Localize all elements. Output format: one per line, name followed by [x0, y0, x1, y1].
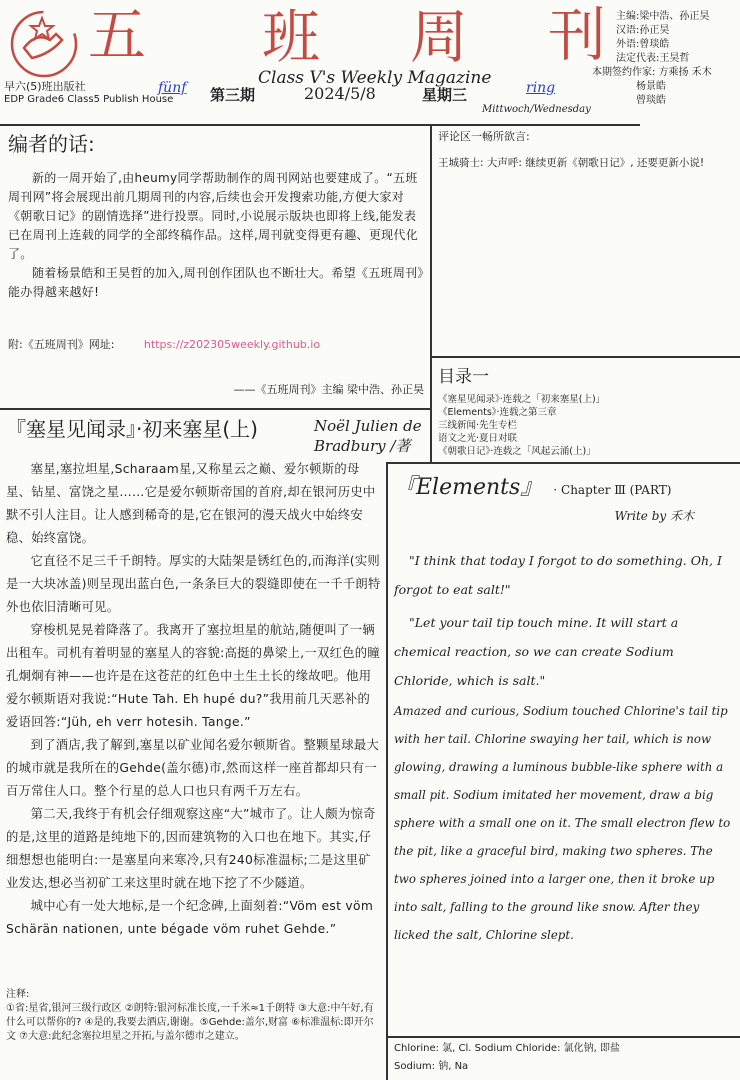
publisher-cn: 早六(5)班出版社: [4, 80, 86, 93]
notes-text: ①省:星省,银河三级行政区 ②朗特:银河标准长度,一千米≈1千朗特 ③大意:中午好,有什么可以帮你的? ④是的,我要去酒店,谢谢。⑤Gehde:盖尔,财富 ⑥标准温标:即开尔文 ⑦大意:此纪念塞拉坦星之开拓,与盖尔德市之建立。: [6, 1003, 374, 1042]
issue-weekday-alt: Mittwoch/Wednesday: [482, 104, 591, 115]
story-cn-paragraph: 塞星,塞拉坦星,Scharaam星,又称星云之巅、爱尔顿斯的母星、钻星、富饶之星……它是爱尔顿斯帝国的首府,却在银河历史中默不引人注目。让人感到稀奇的是,它在银河的漫天战火中始终安稳、始终富饶。: [6, 462, 376, 545]
magazine-subtitle: Class V's Weekly Magazine: [258, 68, 492, 88]
story-en-paragraph: "I think that today I forgot to do something. Oh, I forgot to eat salt!": [394, 553, 722, 597]
editor-section: [8, 128, 424, 398]
story-en-paragraph: Amazed and curious, Sodium touched Chlorine's tail tip with her tail. Chlorine swaying her tail, which is now glowing, drawing a luminous bubble-like sphere with a small pit. Sodium imitated her movement, draw a big sphere with a small one on it. The small electron flew to the pit, like a graceful bird, making two spheres. The two spheres joined into a larger one, then it broke up into salt, falling to the ground like snow. After they licked the salt, Chlorine slept.: [394, 704, 731, 942]
credit-line: 本期签约作家: 方乘扬 禾木: [592, 67, 712, 78]
issue-date: 2024/5/8: [304, 84, 376, 103]
credit-line: 外语:曾琰皓: [616, 39, 670, 50]
story-en-byline: Write by 禾木: [614, 509, 694, 523]
column-divider-top: [430, 124, 432, 462]
credit-line: 主编:梁中浩、孙正昊: [616, 11, 710, 22]
toc-item[interactable]: 《Elements》·连载之第三章: [438, 407, 557, 418]
toc-item[interactable]: 《塞星见闻录》·连载之「初来塞星(上)」: [438, 394, 606, 405]
notes-heading: 注释:: [6, 989, 30, 1000]
story-en-section: [394, 470, 734, 949]
story-cn-author: Noël Julien de Bradbury /著: [314, 417, 422, 455]
editor-paragraph: 随着杨景皓和王昊哲的加入,周刊创作团队也不断壮大。希望《五班周刊》能办得越来越好!: [8, 266, 424, 299]
class-emblem-icon: [6, 4, 86, 84]
credit-line: 曾琰皓: [636, 95, 666, 106]
english-box-top: [386, 462, 740, 464]
story-cn-paragraph: 它直径不足三千千朗特。厚实的大陆架是锈红色的,而海洋(实则是一大块冰盖)则呈现出蓝白色,一条条巨大的裂缝即使在一千千朗特外也依旧清晰可见。: [6, 554, 381, 614]
toc-heading: 目录一: [438, 367, 489, 387]
toc-item[interactable]: 《朝歌日记》·连载之「风起云涌(上)」: [438, 446, 596, 457]
title-char-2: 班: [262, 3, 321, 71]
story-en-paragraph: "Let your tail tip touch mine. It will start a chemical reaction, so we can create Sodium Chloride, which is salt.": [394, 615, 679, 688]
story-cn-paragraph: 城中心有一处大地标,是一个纪念碑,上面刻着:“Vöm est vöm Schärän nationen, unte bégade vöm ruhet Gehde.”: [6, 899, 374, 936]
story-cn-title: 『塞星见闻录』·初来塞星(上): [6, 417, 258, 441]
website-link-row: [8, 336, 424, 353]
english-box-left: [386, 462, 388, 1080]
story-cn-paragraph: 到了酒店,我了解到,塞星以矿业闻名爱尔顿斯省。整颗星球最大的城市就是我所在的Gehde(盖尔德)市,然而这样一座首都却只有一百万常住人口。整个行星的总人口也只有两千万左右。: [6, 738, 380, 798]
credits-block: [592, 10, 734, 108]
toc-item[interactable]: 语文之光·夏日对联: [438, 433, 518, 444]
story-cn-notes: [6, 988, 382, 1044]
comment-entry: 王城骑士: 大声呼: 继续更新《朝歌日记》, 还要更新小说!: [438, 157, 705, 169]
glossary-divider: [386, 1036, 740, 1038]
masthead-divider: [0, 124, 640, 126]
title-char-1: 五: [88, 1, 147, 69]
title-char-3: 周: [410, 3, 469, 71]
website-link[interactable]: https://z202305weekly.github.io: [143, 338, 321, 351]
credit-line: 杨景皓: [636, 81, 666, 92]
credit-line: 汉语:孙正昊: [616, 25, 670, 36]
issue-number: 第三期: [210, 86, 256, 104]
glossary-line: Chlorine: 氯, Cl. Sodium Chloride: 氯化钠, 即盐: [394, 1043, 620, 1054]
story-en-chapter: · Chapter Ⅲ (PART): [553, 483, 672, 497]
story-cn-section: [6, 416, 422, 941]
publisher-en: EDP Grade6 Class5 Publish House: [4, 94, 174, 105]
title-char-4: 刊: [548, 1, 607, 69]
story-en-title: 『Elements』: [394, 475, 543, 500]
story-cn-paragraph: 第二天,我终于有机会仔细观察这座“大”城市了。让人颇为惊奇的是,这里的道路是纯地下的,因而建筑物的入口也在地下。其实,仔细想想也能明白:一是塞星向来寒冷,只有240标准温标;二是这里矿业发达,想必当初矿工来这里时就在地下挖了不少隧道。: [6, 807, 376, 890]
publisher-block: [4, 80, 173, 106]
fun-word-left: fünf: [158, 80, 187, 96]
toc-item[interactable]: 三线新闻·先生专栏: [438, 420, 518, 431]
glossary-line: Sodium: 钠, Na: [394, 1061, 469, 1072]
comments-divider: [432, 356, 740, 358]
website-link-label: 附:《五班周刊》网址:: [8, 338, 115, 351]
editor-signature: ——《五班周刊》主编 梁中浩、孙正昊: [233, 383, 424, 396]
story-cn-paragraph: 穿梭机晃晃着降落了。我离开了塞拉坦星的航站,随便叫了一辆出租车。司机有着明显的塞星人的容貌:高挺的鼻梁上,一双红色的瞳孔炯炯有神——也许是在这苍茫的红色中土生土长的缘故吧。他用爱尔顿斯语对我说:“Hute Tah. Eh hupé du?”我用前几天恶补的爱语回答:“Jüh, eh verr hotesih. Tange.”: [6, 623, 380, 729]
editor-heading: 编者的话:: [8, 132, 95, 156]
issue-weekday: 星期三: [422, 86, 468, 104]
fun-word-right: ring: [526, 80, 556, 96]
credit-line: 法定代表:王昊哲: [616, 53, 690, 64]
story-en-glossary: [394, 1040, 734, 1076]
comments-section: [438, 128, 734, 172]
toc-section: [438, 362, 734, 458]
story-en-title-row: [394, 470, 734, 501]
editor-divider: [0, 408, 432, 410]
comments-heading: 评论区一畅所欲言:: [438, 130, 530, 143]
editor-paragraph: 新的一周开始了,由heumy同学帮助制作的周刊网站也要建成了。“五班周刊网”将会展现出前几期周刊的内容,后续也会开发搜索功能,方便大家对《朝歌日记》的剧情选择”进行投票。同时,小说展示版块也即将上线,能发表已在周刊上连载的同学的全部终稿作品。这样,周刊就变得更有趣、更现代化了。: [8, 171, 419, 261]
